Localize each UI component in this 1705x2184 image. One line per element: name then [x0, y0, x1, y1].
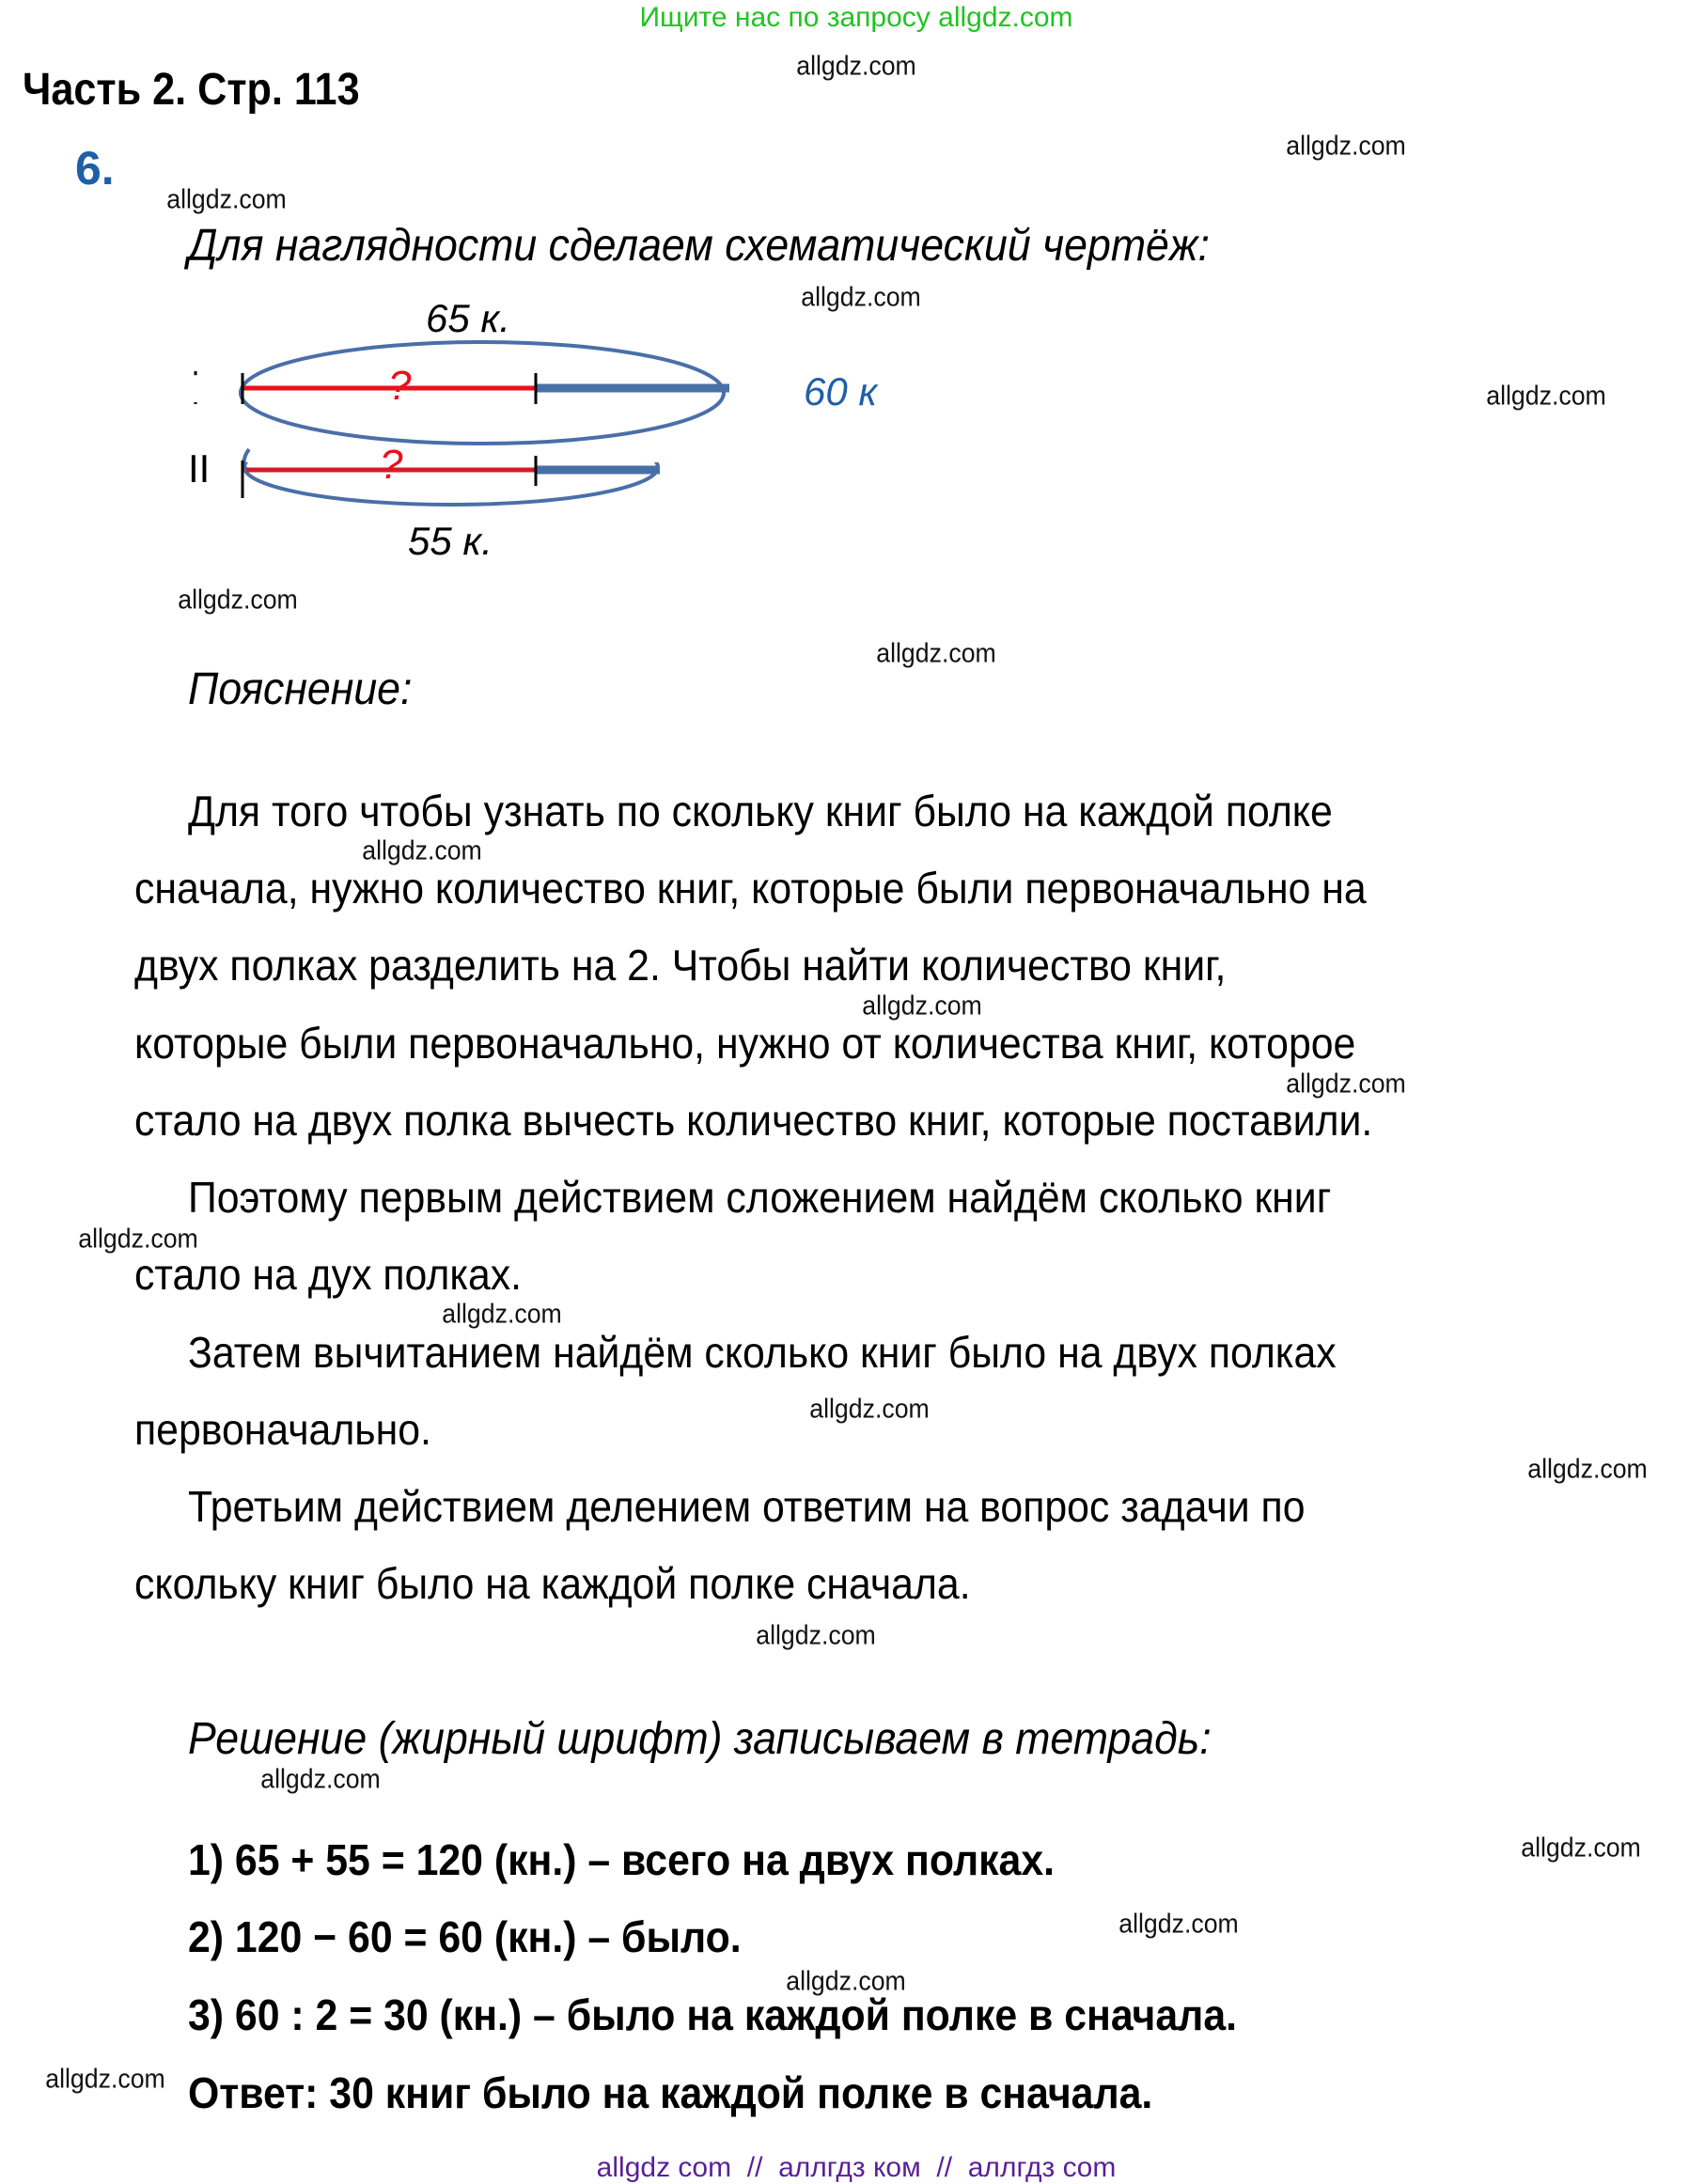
explanation-line: стало на двух полка вычесть количество книг, которые поставили. — [134, 1096, 1373, 1145]
watermark: allgdz.com — [809, 1394, 930, 1425]
row1-label: I — [190, 367, 201, 411]
top-label: 65 к. — [426, 296, 510, 340]
watermark: allgdz.com — [756, 1620, 876, 1651]
explanation-line: Затем вычитанием найдём сколько книг было на двух полках — [188, 1328, 1337, 1377]
task-number: 6. — [75, 142, 115, 195]
watermark: allgdz.com — [178, 585, 298, 616]
watermark: allgdz.com — [442, 1299, 562, 1330]
explanation-line: двух полках разделить на 2. Чтобы найти количество книг, — [134, 941, 1227, 990]
watermark: allgdz.com — [786, 1966, 906, 1997]
right-label: 60 к — [804, 369, 878, 413]
explanation-line: сначала, нужно количество книг, которые были первоначально на — [134, 864, 1367, 913]
solution-step: 1) 65 + 55 = 120 (кн.) – всего на двух полках. — [188, 1835, 1056, 1884]
watermark: allgdz.com — [801, 282, 921, 313]
watermark: allgdz.com — [260, 1764, 381, 1795]
watermark: allgdz.com — [166, 184, 287, 215]
unknown-mark-1: ? — [388, 363, 412, 409]
solution-step: 3) 60 : 2 = 30 (кн.) – было на каждой полке в сначала. — [188, 1990, 1238, 2039]
watermark: allgdz.com — [796, 51, 916, 82]
watermark: allgdz.com — [862, 991, 982, 1022]
explanation-line: Для того чтобы узнать по скольку книг было на каждой полке — [188, 787, 1333, 835]
unknown-mark-2: ? — [380, 442, 403, 488]
solution-step: 2) 120 − 60 = 60 (кн.) – было. — [188, 1912, 742, 1961]
diagram-intro: Для наглядности сделаем схематический чертёж: — [188, 221, 1210, 271]
watermark: allgdz.com — [1527, 1454, 1648, 1485]
watermark: allgdz.com — [1486, 381, 1606, 412]
explanation-line: которые были первоначально, нужно от количества книг, которое — [134, 1019, 1356, 1068]
explanation-line: скольку книг было на каждой полке сначала. — [134, 1559, 971, 1608]
watermark: allgdz.com — [78, 1224, 198, 1255]
page-title: Часть 2. Стр. 113 — [23, 65, 360, 115]
watermark: allgdz.com — [876, 638, 996, 669]
watermark: allgdz.com — [1521, 1833, 1641, 1864]
schematic-diagram — [0, 0, 1705, 658]
explanation-line: стало на дух полках. — [134, 1250, 523, 1299]
watermark: allgdz.com — [1286, 1069, 1406, 1100]
watermark: allgdz.com — [45, 2064, 165, 2095]
watermark: allgdz.com — [362, 835, 482, 866]
bottom-label: 55 к. — [408, 519, 493, 563]
explanation-line: первоначально. — [134, 1405, 431, 1454]
footer-links[interactable]: allgdz com // аллгдз ком // аллгдз com — [596, 2152, 1117, 2183]
explanation-heading: Пояснение: — [188, 664, 413, 714]
row2-label: II — [188, 446, 211, 491]
solution-heading: Решение (жирный шрифт) записываем в тетрадь: — [188, 1714, 1212, 1764]
explanation-line: Третьим действием делением ответим на вопрос задачи по — [188, 1482, 1306, 1531]
watermark: allgdz.com — [1118, 1909, 1239, 1940]
watermark: allgdz.com — [1286, 131, 1406, 162]
top-banner[interactable]: Ищите нас по запросу allgdz.com — [639, 2, 1073, 33]
answer: Ответ: 30 книг было на каждой полке в сначала. — [188, 2068, 1153, 2117]
explanation-line: Поэтому первым действием сложением найдём сколько книг — [188, 1173, 1332, 1222]
